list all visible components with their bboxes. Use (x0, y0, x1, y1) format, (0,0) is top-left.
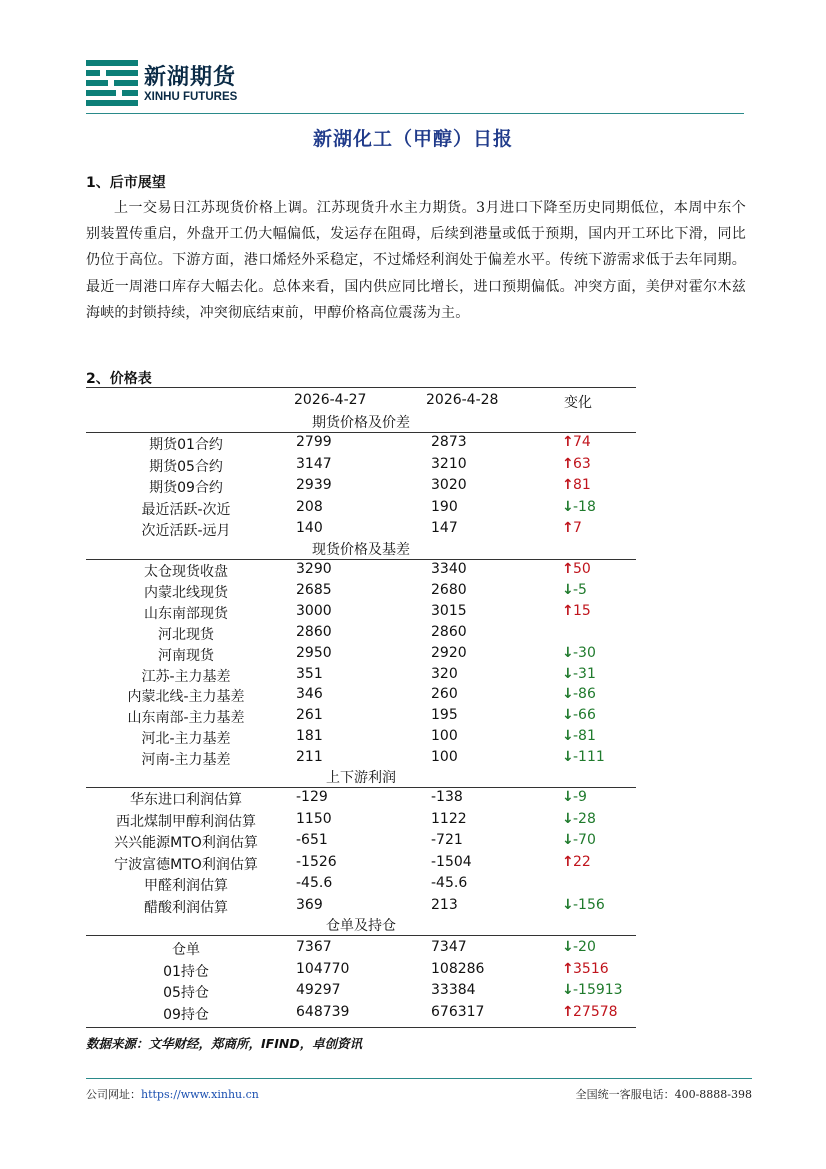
group-title-futures: 期货价格及价差 (312, 415, 410, 431)
report-title: 新湖化工（甲醇）日报 (312, 128, 513, 150)
group-title-spot: 现货价格及基差 (312, 542, 410, 558)
value-date1: 351 (296, 665, 323, 682)
value-date1: 181 (296, 728, 323, 745)
row-label: 河南现货 (158, 647, 214, 664)
value-date1: 7367 (296, 939, 332, 955)
table-row (86, 961, 636, 982)
arrow-up-icon: ↑ (562, 1003, 574, 1020)
change-cell (562, 477, 642, 493)
arrow-down-icon: ↓ (562, 581, 574, 598)
row-label: 期货05合约 (149, 458, 223, 475)
value-date2: 195 (431, 707, 458, 724)
change-value: 81 (573, 477, 591, 494)
arrow-down-icon: ↓ (562, 728, 574, 745)
value-date1: 2799 (296, 434, 332, 450)
value-date2: 108286 (431, 960, 485, 977)
table-row (86, 1004, 636, 1025)
table-row (86, 939, 636, 960)
change-cell (562, 728, 642, 744)
row-label: 01持仓 (163, 963, 209, 980)
value-date1: 2685 (296, 581, 332, 598)
change-cell (562, 749, 642, 765)
value-date2: -45.6 (431, 875, 468, 892)
change-value: -111 (573, 749, 605, 766)
change-cell (562, 811, 642, 827)
change-value: -30 (573, 644, 596, 661)
table-row (86, 434, 636, 455)
row-label: 河北现货 (158, 626, 214, 643)
value-date1: 211 (296, 749, 323, 766)
change-cell (562, 897, 642, 913)
change-cell (562, 520, 642, 536)
section-heading-price-table: 2、价格表 (86, 371, 152, 387)
change-cell (562, 582, 642, 598)
group-rule (86, 432, 636, 433)
change-cell (562, 961, 642, 977)
change-cell (562, 561, 642, 577)
row-label: 太仓现货收盘 (144, 564, 228, 580)
table-top-rule (86, 387, 636, 388)
change-value: -20 (573, 939, 596, 955)
row-label: 山东南部现货 (144, 605, 228, 622)
value-date1: -651 (296, 832, 328, 849)
group-title-warehouse: 仓单及持仓 (326, 918, 396, 934)
value-date1: -129 (296, 789, 328, 805)
value-date2: 100 (431, 749, 458, 766)
company-logo (86, 60, 266, 108)
row-label: 期货01合约 (149, 437, 223, 453)
change-cell (562, 1004, 642, 1020)
change-value: 74 (573, 434, 591, 450)
change-value: 63 (573, 455, 591, 472)
table-row (86, 832, 636, 853)
website-label: 公司网址： (86, 1088, 141, 1101)
arrow-down-icon: ↓ (562, 707, 574, 724)
row-label: 河北-主力基差 (141, 731, 231, 748)
table-row (86, 666, 636, 687)
logo-text-cn: 新湖期货 (144, 65, 237, 90)
column-header-date2: 2026-4-28 (426, 392, 499, 408)
group-title-profit: 上下游利润 (326, 770, 396, 786)
group-rule (86, 935, 636, 936)
table-row (86, 477, 636, 498)
change-cell (562, 603, 642, 619)
value-date2: 3015 (431, 602, 467, 619)
change-value: -31 (573, 665, 596, 682)
row-label: 河南-主力基差 (141, 752, 231, 769)
change-cell (562, 499, 642, 515)
arrow-down-icon: ↓ (562, 789, 574, 805)
row-label: 内蒙北线现货 (144, 584, 228, 601)
change-cell (562, 707, 642, 723)
logo-mark-icon (86, 60, 138, 106)
change-cell (562, 434, 642, 450)
value-date2: 190 (431, 498, 458, 515)
value-date2: 320 (431, 665, 458, 682)
arrow-down-icon: ↓ (562, 939, 574, 955)
arrow-down-icon: ↓ (562, 498, 574, 515)
change-value: -9 (573, 789, 587, 805)
change-value: -156 (573, 897, 605, 913)
value-date1: -45.6 (296, 875, 333, 892)
value-date1: 104770 (296, 960, 350, 977)
arrow-up-icon: ↑ (562, 520, 574, 537)
value-date1: 208 (296, 498, 323, 515)
change-cell (562, 854, 642, 870)
change-cell (562, 645, 642, 661)
footer-divider (86, 1078, 752, 1079)
value-date1: -1526 (296, 853, 337, 870)
row-label: 期货09合约 (149, 480, 223, 497)
value-date2: 147 (431, 520, 458, 537)
row-label: 05持仓 (163, 985, 209, 1002)
arrow-up-icon: ↑ (562, 561, 574, 577)
value-date2: -1504 (431, 853, 472, 870)
arrow-down-icon: ↓ (562, 810, 574, 827)
value-date2: 676317 (431, 1003, 485, 1020)
arrow-up-icon: ↑ (562, 434, 574, 450)
value-date1: 3147 (296, 455, 332, 472)
value-date1: 261 (296, 707, 323, 724)
value-date2: 7347 (431, 939, 467, 955)
arrow-down-icon: ↓ (562, 644, 574, 661)
change-value: 15 (573, 602, 591, 619)
value-date1: 49297 (296, 982, 341, 999)
table-row (86, 707, 636, 728)
change-value: -5 (573, 581, 587, 598)
column-header-date1: 2026-4-27 (294, 392, 367, 408)
arrow-down-icon: ↓ (562, 749, 574, 766)
value-date2: 2680 (431, 581, 467, 598)
change-value: -18 (573, 498, 596, 515)
value-date1: 1150 (296, 810, 332, 827)
value-date2: -138 (431, 789, 463, 805)
change-cell (562, 686, 642, 702)
value-date2: 2860 (431, 623, 467, 640)
section-heading-outlook: 1、后市展望 (86, 175, 166, 191)
value-date2: 2873 (431, 434, 467, 450)
value-date1: 369 (296, 897, 323, 913)
table-row (86, 854, 636, 875)
table-row (86, 875, 636, 896)
row-label: 醋酸利润估算 (144, 900, 228, 916)
value-date2: 3020 (431, 477, 467, 494)
value-date2: 33384 (431, 982, 476, 999)
table-row (86, 456, 636, 477)
value-date1: 648739 (296, 1003, 350, 1020)
change-value: -15913 (573, 982, 623, 999)
table-row (86, 982, 636, 1003)
change-value: -66 (573, 707, 596, 724)
arrow-up-icon: ↑ (562, 602, 574, 619)
row-label: 西北煤制甲醇利润估算 (116, 813, 256, 830)
change-cell (562, 832, 642, 848)
change-value: 3516 (573, 960, 609, 977)
data-source-note: 数据来源：文华财经，郑商所，IFIND，卓创资讯 (86, 1036, 363, 1051)
value-date2: -721 (431, 832, 463, 849)
header-divider (86, 113, 744, 114)
table-row (86, 582, 636, 603)
group-rule (86, 787, 636, 788)
row-label: 宁波富德MTO利润估算 (114, 856, 258, 873)
website-link[interactable]: https://www.xinhu.cn (141, 1088, 259, 1101)
arrow-down-icon: ↓ (562, 665, 574, 682)
arrow-up-icon: ↑ (562, 960, 574, 977)
value-date1: 2950 (296, 644, 332, 661)
row-label: 次近活跃-远月 (141, 523, 231, 540)
row-label: 仓单 (172, 942, 200, 958)
table-bottom-rule (86, 1027, 636, 1028)
value-date2: 213 (431, 897, 458, 913)
value-date1: 346 (296, 686, 323, 703)
change-cell (562, 789, 642, 805)
logo-text-en: XINHU FUTURES (144, 91, 238, 103)
row-label: 09持仓 (163, 1006, 209, 1023)
footer-website (86, 1086, 259, 1102)
row-label: 甲醛利润估算 (144, 878, 228, 895)
change-value: -86 (573, 686, 596, 703)
table-row (86, 811, 636, 832)
price-table (86, 386, 636, 1028)
column-header-change: 变化 (564, 395, 592, 411)
table-row (86, 603, 636, 624)
change-value: 27578 (573, 1003, 618, 1020)
arrow-up-icon: ↑ (562, 455, 574, 472)
table-row (86, 624, 636, 645)
change-value: -81 (573, 728, 596, 745)
group-rule (86, 559, 636, 560)
value-date1: 3000 (296, 602, 332, 619)
arrow-down-icon: ↓ (562, 897, 574, 913)
table-row (86, 686, 636, 707)
value-date1: 140 (296, 520, 323, 537)
value-date2: 260 (431, 686, 458, 703)
arrow-down-icon: ↓ (562, 832, 574, 849)
table-row (86, 499, 636, 520)
outlook-paragraph: 上一交易日江苏现货价格上调。江苏现货升水主力期货。3月进口下降至历史同期低位，本周中东个别装置传重启，外盘开工仍大幅偏低，发运存在阻碍，后续到港量或低于预期，国内开工环比下滑，同比仍位于高位。下游方面，港口烯烃外采稳定，不过烯烃利润处于偏差水平。传统下游需求低于去年同期。最近一周港口库存大幅去化。总体来看，国内供应同比增长，进口预期偏低。冲突方面，美伊对霍尔木兹海峡的封锁持续，冲突彻底结束前，甲醇价格高位震荡为主。 (86, 200, 746, 321)
table-row (86, 789, 636, 810)
change-value: -70 (573, 832, 596, 849)
change-value: 50 (573, 561, 591, 577)
change-value: 7 (573, 520, 582, 537)
value-date1: 2860 (296, 623, 332, 640)
row-label: 兴兴能源MTO利润估算 (114, 835, 258, 852)
change-cell (562, 939, 642, 955)
footer-hotline: 全国统一客服电话：400-8888-398 (575, 1088, 752, 1101)
row-label: 山东南部-主力基差 (127, 710, 245, 727)
change-cell (562, 982, 642, 998)
change-value: -28 (573, 810, 596, 827)
arrow-up-icon: ↑ (562, 853, 574, 870)
arrow-down-icon: ↓ (562, 982, 574, 999)
arrow-up-icon: ↑ (562, 477, 574, 494)
row-label: 内蒙北线-主力基差 (127, 689, 245, 706)
row-label: 最近活跃-次近 (141, 501, 231, 518)
value-date1: 3290 (296, 561, 332, 577)
row-label: 江苏-主力基差 (141, 668, 231, 685)
value-date2: 100 (431, 728, 458, 745)
value-date2: 3340 (431, 561, 467, 577)
arrow-down-icon: ↓ (562, 686, 574, 703)
table-row (86, 561, 636, 582)
change-cell (562, 456, 642, 472)
change-value: 22 (573, 853, 591, 870)
change-cell (562, 666, 642, 682)
value-date1: 2939 (296, 477, 332, 494)
table-row (86, 645, 636, 666)
table-row (86, 728, 636, 749)
row-label: 华东进口利润估算 (130, 792, 242, 808)
value-date2: 3210 (431, 455, 467, 472)
value-date2: 2920 (431, 644, 467, 661)
value-date2: 1122 (431, 810, 467, 827)
